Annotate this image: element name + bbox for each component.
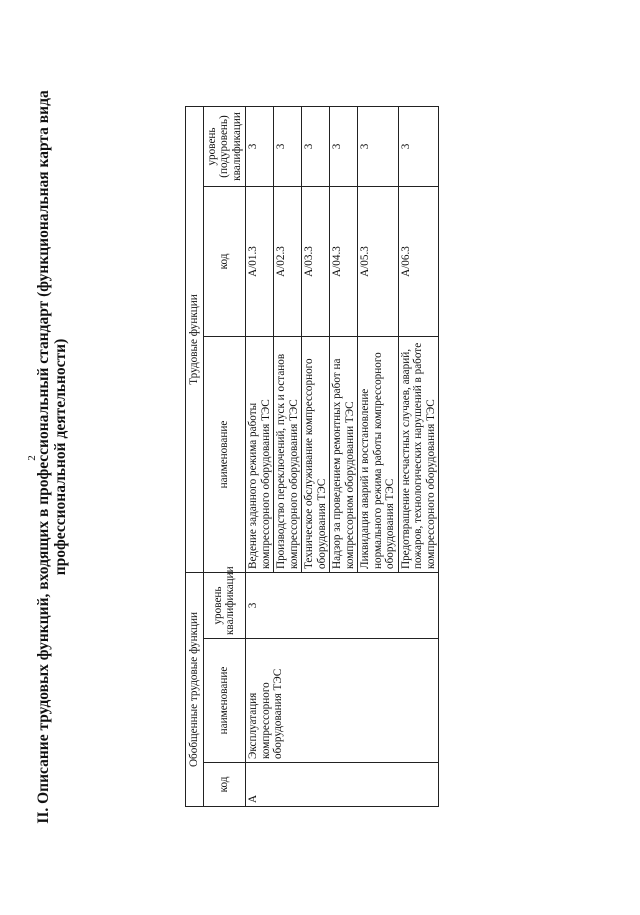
tf-level: 3 [398,107,439,187]
tf-code: A/03.3 [302,187,330,337]
tf-code: A/02.3 [274,187,302,337]
tf-code: A/04.3 [330,187,358,337]
tf-level: 3 [302,107,330,187]
rotated-page-content [25,57,615,857]
header-tf-name: наименование [203,337,246,573]
title-line-2: профессиональной деятельности) [52,338,69,576]
tf-level: 3 [330,107,358,187]
header-row-groups [186,107,204,807]
title-line-1: II. Описание трудовых функций, входящих в профессиональный стандарт (функциональная карта вида [35,90,52,824]
gf-code: A [246,763,439,807]
tf-level: 3 [246,107,274,187]
table-row [246,107,274,807]
tf-name: Надзор за проведением ремонтных работ на компрессорном оборудовании ТЭС [330,337,358,573]
tf-name: Техническое обслуживание компрессорного оборудования ТЭС [302,337,330,573]
tf-code: A/01.3 [246,187,274,337]
header-generalized: Обобщенные трудовые функции [186,573,204,807]
header-name: наименование [203,639,246,763]
gf-level: 3 [246,573,439,639]
tf-code: A/06.3 [398,187,439,337]
header-labor: Трудовые функции [186,107,204,573]
gf-name: Эксплуатация компрессорного оборудования ТЭС [246,639,439,763]
tf-code: A/05.3 [358,187,399,337]
tf-name: Ликвидация аварий и восстановление нормального режима работы компрессорного оборудования ТЭС [358,337,399,573]
header-tf-code: код [203,187,246,337]
header-level: уровень квалификации [203,573,246,639]
tf-level: 3 [274,107,302,187]
header-code: код [203,763,246,807]
tf-level: 3 [358,107,399,187]
section-title [35,57,69,857]
header-tf-level: уровень (подуровень) квалификации [203,107,246,187]
header-row-columns [203,107,246,807]
tf-name: Предотвращение несчастных случаев, аварий, пожаров, технологических нарушений в работе компрессорного оборудования ТЭС [398,337,439,573]
tf-name: Производство переключений, пуск и останов компрессорного оборудования ТЭС [274,337,302,573]
functional-map-table [185,106,439,807]
tf-name: Ведение заданного режима работы компрессорного оборудования ТЭС [246,337,274,573]
page-number: 2 [25,455,38,461]
